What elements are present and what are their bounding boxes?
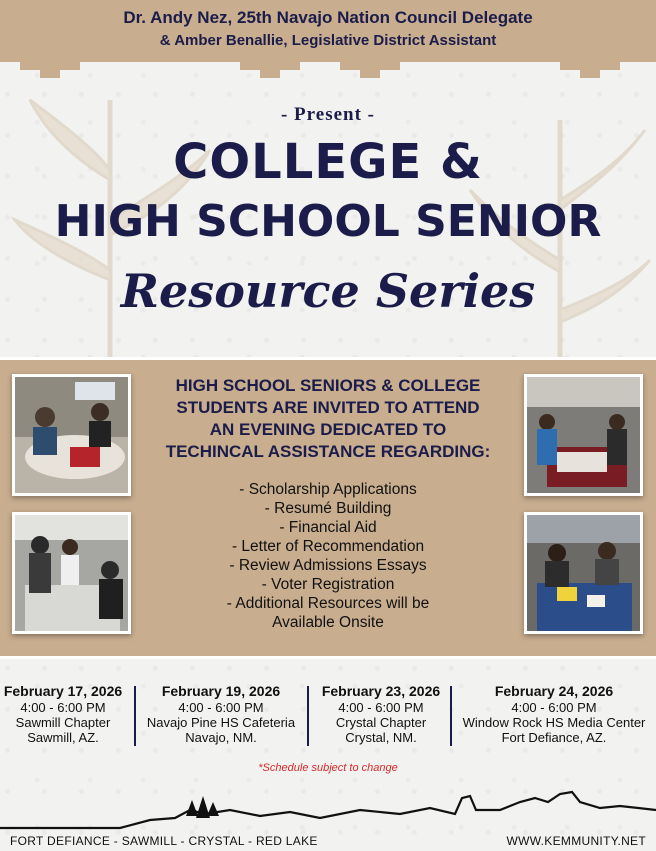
- event-venue: Navajo Pine HS Cafeteria: [146, 715, 296, 730]
- title-line-1: COLLEGE &: [173, 134, 483, 190]
- list-item: Available Onsite: [272, 614, 384, 631]
- website-link[interactable]: WWW.KEMMUNITY.NET: [506, 834, 646, 848]
- event-photo-4: [524, 512, 643, 634]
- list-item: - Resumé Building: [264, 500, 392, 517]
- event-venue: Window Rock HS Media Center: [462, 715, 646, 730]
- list-item: - Scholarship Applications: [239, 481, 417, 498]
- event-city: Crystal, NM.: [345, 730, 417, 745]
- divider: [134, 686, 136, 746]
- zigzag-border: [0, 56, 656, 86]
- delegate-name: Dr. Andy Nez, 25th Navajo Nation Council Delegate: [123, 8, 533, 27]
- title-line-2: HIGH SCHOOL SENIOR: [54, 196, 602, 247]
- event-time: 4:00 - 6:00 PM: [511, 700, 597, 715]
- list-item: - Review Admissions Essays: [229, 557, 427, 574]
- event-date: February 17, 2026: [3, 683, 123, 699]
- divider: [307, 686, 309, 746]
- event-venue: Sawmill Chapter: [15, 715, 111, 730]
- event-window-rock: [456, 684, 652, 745]
- event-schedule: [0, 684, 656, 748]
- event-time: 4:00 - 6:00 PM: [20, 700, 106, 715]
- present-label: - Present -: [280, 104, 375, 125]
- event-city: Fort Defiance, AZ.: [501, 730, 607, 745]
- list-item: - Letter of Recommendation: [231, 538, 425, 555]
- event-date: February 19, 2026: [161, 683, 281, 699]
- invitation-line: STUDENTS ARE INVITED TO ATTEND: [176, 398, 480, 417]
- event-photo-2: [524, 374, 643, 496]
- horizon-silhouette: [0, 780, 656, 830]
- title-line-3: Resource Series: [120, 264, 536, 318]
- list-item: - Additional Resources will be: [226, 595, 430, 612]
- invitation-line: AN EVENING DEDICATED TO: [209, 420, 447, 439]
- event-date: February 24, 2026: [494, 683, 614, 699]
- assistant-name: & Amber Benallie, Legislative District Assistant: [159, 32, 497, 49]
- event-time: 4:00 - 6:00 PM: [338, 700, 424, 715]
- invitation-text: [140, 375, 516, 463]
- assistance-list: [140, 480, 516, 632]
- event-time: 4:00 - 6:00 PM: [178, 700, 264, 715]
- footer-locations: FORT DEFIANCE - SAWMILL - CRYSTAL - RED LAKE: [10, 834, 318, 848]
- event-photo-3: [12, 512, 131, 634]
- list-item: - Voter Registration: [261, 576, 395, 593]
- divider: [450, 686, 452, 746]
- event-crystal: [312, 684, 450, 745]
- schedule-note: *Schedule subject to change: [258, 762, 398, 774]
- event-city: Navajo, NM.: [185, 730, 257, 745]
- list-item: - Financial Aid: [279, 519, 377, 536]
- invitation-line: HIGH SCHOOL SENIORS & COLLEGE: [175, 376, 481, 395]
- event-city: Sawmill, AZ.: [27, 730, 99, 745]
- event-date: February 23, 2026: [321, 683, 441, 699]
- event-navajo: [138, 684, 304, 745]
- event-sawmill: [0, 684, 126, 745]
- invitation-line: TECHINCAL ASSISTANCE REGARDING:: [165, 442, 491, 461]
- event-venue: Crystal Chapter: [335, 715, 427, 730]
- event-photo-1: [12, 374, 131, 496]
